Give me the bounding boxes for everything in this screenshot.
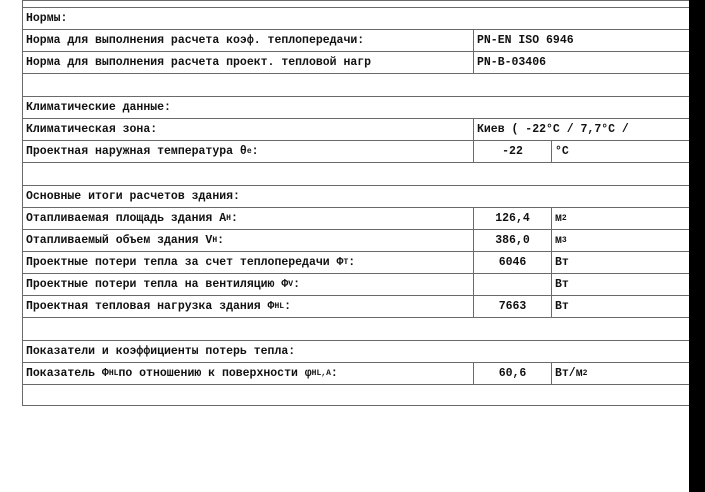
report-table [22, 0, 689, 406]
result-unit: м 2 [555, 212, 567, 225]
results-header-row [22, 186, 689, 208]
indicator-label: Показатель Φ HL по отношению к поверхности φ HL,A : [26, 367, 338, 380]
result-label: Отапливаемый объем здания V H : [26, 234, 225, 247]
design-temp-row [22, 141, 689, 163]
result-label: Проектные потери тепла на вентиляцию Φ V : [26, 278, 300, 291]
climate-zone-row [22, 119, 689, 141]
result-value: 7663 [498, 300, 527, 313]
climate-header-row [22, 97, 689, 119]
result-row [22, 230, 689, 252]
indicators-header: Показатели и коэффициенты потерь тепла: [26, 345, 296, 358]
design-temp-unit: °C [555, 145, 569, 158]
norm-value: PN-B-03406 [477, 56, 547, 69]
climate-zone-value: Киев ( -22°C / 7,7°C / [477, 123, 629, 136]
indicator-row [22, 363, 689, 385]
spacer-row [22, 74, 689, 97]
indicator-value: 60,6 [498, 367, 527, 380]
result-value [474, 274, 551, 295]
indicator-unit: Вт/м 2 [555, 367, 588, 380]
result-unit: м 3 [555, 234, 567, 247]
result-value: 386,0 [495, 234, 530, 247]
result-unit: Вт [555, 256, 569, 269]
results-header: Основные итоги расчетов здания: [26, 190, 240, 203]
result-value: 126,4 [495, 212, 530, 225]
spacer-row [22, 163, 689, 186]
climate-zone-label: Климатическая зона: [26, 123, 158, 136]
norm-label: Норма для выполнения расчета коэф. теплопередачи: [26, 34, 365, 47]
result-unit: Вт [555, 300, 569, 313]
result-label: Проектные потери тепла за счет теплопередачи Φ T : [26, 256, 356, 269]
result-label: Проектная тепловая нагрузка здания Φ HL : [26, 300, 291, 313]
table-top-spacer [22, 0, 689, 8]
norm-value: PN-EN ISO 6946 [477, 34, 574, 47]
spacer-row [22, 318, 689, 341]
norm-label: Норма для выполнения расчета проект. тепловой нагр [26, 56, 372, 69]
result-row [22, 252, 689, 274]
result-row [22, 274, 689, 296]
climate-header: Климатические данные: [26, 101, 171, 114]
right-edge-bar [689, 0, 705, 492]
indicators-header-row [22, 341, 689, 363]
result-row [22, 296, 689, 318]
norm-row [22, 30, 689, 52]
result-unit: Вт [555, 278, 569, 291]
result-value: 6046 [498, 256, 527, 269]
design-temp-label: Проектная наружная температура θ e : [26, 145, 259, 158]
norms-header: Нормы: [26, 12, 68, 25]
result-label: Отапливаемая площадь здания A H : [26, 212, 238, 225]
norms-header-row [22, 8, 689, 30]
spacer-row [22, 385, 689, 406]
norm-row [22, 52, 689, 74]
design-temp-value: -22 [502, 145, 523, 158]
result-row [22, 208, 689, 230]
